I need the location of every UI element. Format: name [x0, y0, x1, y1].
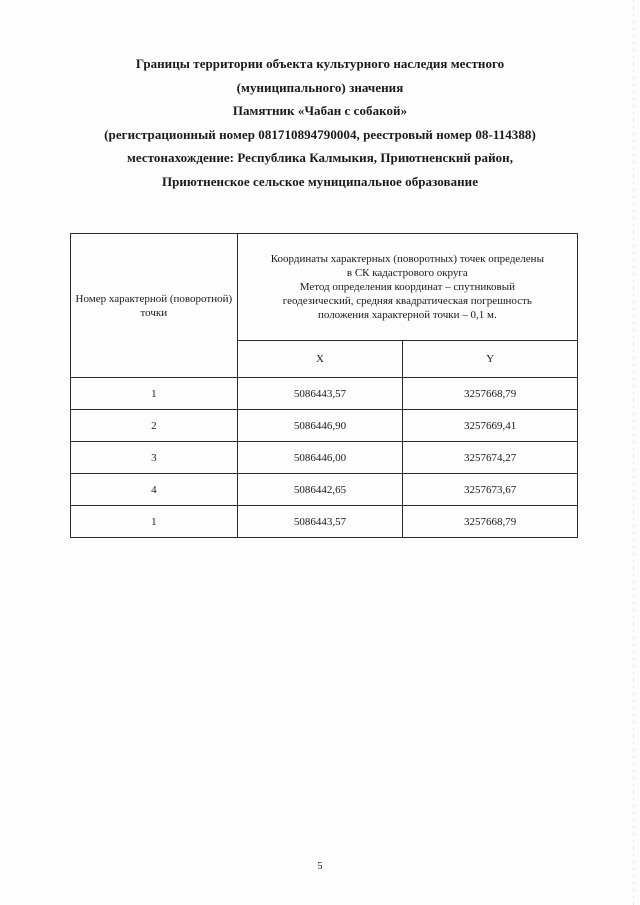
x-value-cell: 5086442,65 — [237, 474, 403, 506]
table-header-row — [71, 234, 578, 341]
coords-header-line-3: Метод определения координат – спутниковый — [299, 281, 515, 293]
point-number-cell: 1 — [71, 378, 238, 410]
point-number-cell: 4 — [71, 474, 238, 506]
y-axis-header: Y — [403, 341, 578, 378]
coords-header-line-1: Координаты характерных (поворотных) точек определены — [270, 253, 544, 265]
x-value-cell: 5086446,90 — [237, 410, 403, 442]
point-number-cell: 1 — [71, 506, 238, 538]
y-value-cell: 3257669,41 — [403, 410, 578, 442]
y-value-cell: 3257668,79 — [403, 506, 578, 538]
table-row — [71, 506, 578, 538]
y-value-cell: 3257673,67 — [403, 474, 578, 506]
header-line-2: (муниципального) значения — [236, 79, 404, 95]
header-line-4: (регистрационный номер 081710894790004, реестровый номер 08-114388) — [104, 126, 536, 142]
header-line-3: Памятник «Чабан с собакой» — [232, 103, 408, 118]
point-number-header — [71, 234, 238, 378]
coords-header-line-4: геодезический, средняя квадратическая погрешность — [282, 295, 532, 307]
header-line-6: Приютненское сельское муниципальное образование — [161, 173, 479, 189]
coords-header-line-2: в СК кадастрового округа — [346, 267, 468, 279]
header-line-5: местонахождение: Республика Калмыкия, Приютненский район, — [126, 150, 514, 165]
y-value-cell: 3257668,79 — [403, 378, 578, 410]
x-value-cell: 5086446,00 — [237, 442, 403, 474]
page-number: 5 — [317, 861, 323, 872]
x-value-cell: 5086443,57 — [237, 506, 403, 538]
header-line-1: Границы территории объекта культурного наследия местного — [135, 56, 505, 71]
point-number-cell: 2 — [71, 410, 238, 442]
coordinates-header — [237, 234, 577, 341]
table-row — [71, 410, 578, 442]
coords-header-line-5: положения характерной точки – 0,1 м. — [317, 309, 497, 321]
point-number-header-text: Номер характерной (поворотной) точки — [75, 292, 233, 319]
x-axis-header: X — [237, 341, 403, 378]
x-value-cell: 5086443,57 — [237, 378, 403, 410]
coordinates-table — [70, 233, 578, 538]
table-row — [71, 474, 578, 506]
table-row — [71, 378, 578, 410]
scan-edge-artifact — [633, 0, 634, 905]
y-value-cell: 3257674,27 — [403, 442, 578, 474]
document-header — [60, 52, 580, 193]
point-number-cell: 3 — [71, 442, 238, 474]
table-row — [71, 442, 578, 474]
